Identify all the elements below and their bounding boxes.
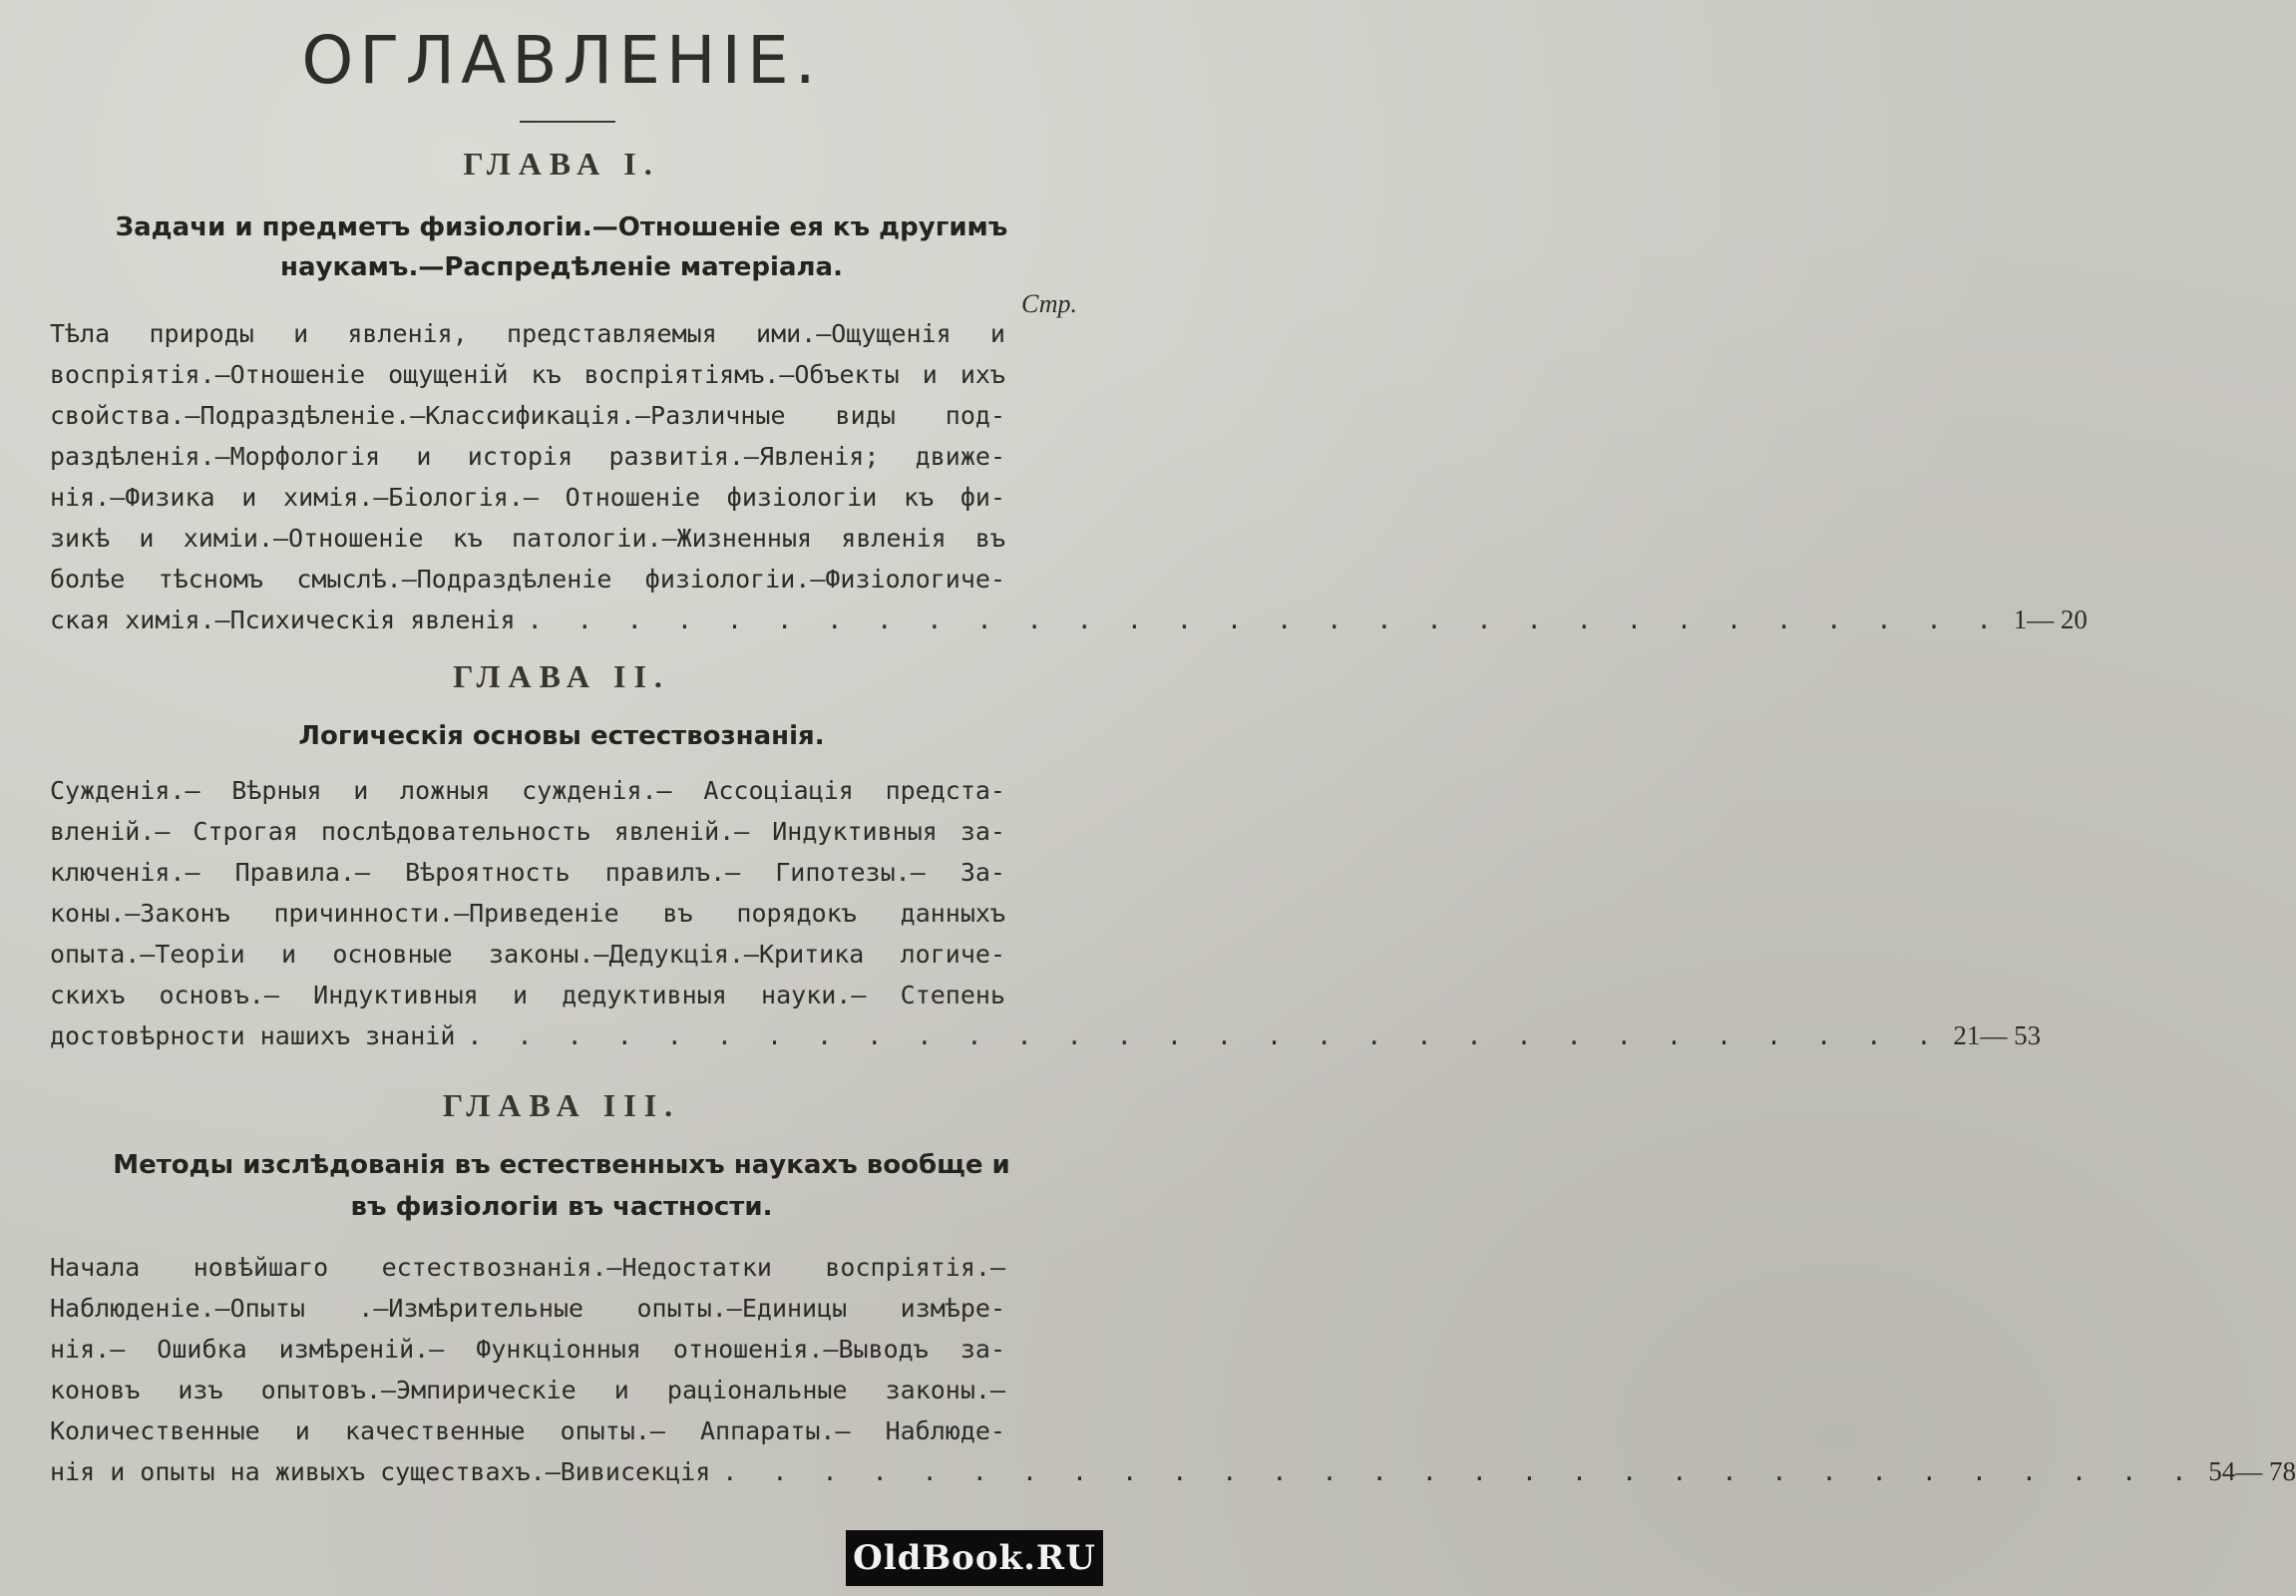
chapter-2-line: опыта.—Теоріи и основные законы.—Дедукція.—Критика логиче- [50, 940, 1005, 969]
page-column-label: Стр. [1021, 289, 1077, 318]
chapter-3-page-range: 54— 78 [2208, 1456, 2296, 1486]
chapter-3-title-line-1: Методы изслѣдованія въ естественныхъ наукахъ вообще и [113, 1150, 1010, 1180]
page-title: ОГЛАВЛЕНІЕ. [301, 22, 822, 99]
title-divider [520, 121, 615, 123]
chapter-3-last-line: нія и опыты на живыхъ существахъ.—Вивисекція . . . . . . . . . . . . . . . . . . . . . . . . . . . . . . 54— 78 [50, 1451, 1097, 1492]
site-watermark-logo: OldBook.RU [846, 1530, 1103, 1586]
chapter-1-heading: ГЛАВА I. [463, 146, 660, 182]
chapter-3-title-line-2: въ физіологіи въ частности. [350, 1192, 773, 1222]
chapter-2-line: ключенія.— Правила.— Вѣроятность правилъ.— Гипотезы.— За- [50, 858, 1005, 887]
leader-dots: . . . . . . . . . . . . . . . . . . . . . . . . . . . . . . [527, 605, 2002, 634]
chapter-2-title-line-1: Логическія основы естествознанія. [298, 721, 825, 751]
chapter-1-line: зикѣ и химіи.—Отношеніе къ патологіи.—Жизненныя явленія въ [50, 524, 1005, 553]
chapter-2-line: Сужденія.— Вѣрныя и ложныя сужденія.— Ассоціація предста- [50, 776, 1005, 805]
chapter-3-line: Количественные и качественные опыты.— Аппараты.— Наблюде- [50, 1416, 1005, 1445]
chapter-2-last-line: достовѣрности нашихъ знаній . . . . . . . . . . . . . . . . . . . . . . . . . . . . . . 21— 53 [50, 1015, 1097, 1056]
chapter-3-line: Наблюденіе.—Опыты .—Измѣрительные опыты.—Единицы измѣре- [50, 1294, 1005, 1323]
chapter-1-last-line: ская химія.—Психическія явленія . . . . . . . . . . . . . . . . . . . . . . . . . . . . . . 1— 20 [50, 599, 1097, 640]
chapter-2-line: скихъ основъ.— Индуктивныя и дедуктивныя науки.— Степень [50, 981, 1005, 1009]
chapter-2-line: вленій.— Строгая послѣдовательность явленій.— Индуктивныя за- [50, 817, 1005, 846]
leader-dots: . . . . . . . . . . . . . . . . . . . . . . . . . . . . . . [467, 1021, 1942, 1050]
chapter-1-line: нія.—Физика и химія.—Біологія.— Отношеніе физіологіи къ фи- [50, 483, 1005, 512]
chapter-1-line: воспріятія.—Отношеніе ощущеній къ воспріятіямъ.—Объекты и ихъ [50, 360, 1005, 389]
chapter-3-line: коновъ изъ опытовъ.—Эмпирическіе и раціональные законы.— [50, 1376, 1005, 1404]
chapter-1-line: Тѣла природы и явленія, представляемыя ими.—Ощущенія и [50, 319, 1005, 348]
chapter-3-line: Начала новѣйшаго естествознанія.—Недостатки воспріятія.— [50, 1253, 1005, 1282]
chapter-1-title-line-1: Задачи и предметъ физіологіи.—Отношеніе ея къ другимъ [115, 212, 1008, 242]
chapter-1-line: свойства.—Подраздѣленіе.—Классификація.—Различные виды под- [50, 401, 1005, 430]
chapter-1-page-range: 1— 20 [2013, 604, 2088, 634]
chapter-3-heading: ГЛАВА III. [442, 1087, 681, 1123]
chapter-2-page-range: 21— 53 [1953, 1020, 2042, 1050]
chapter-2-line: коны.—Законъ причинности.—Приведеніе въ порядокъ данныхъ [50, 899, 1005, 928]
chapter-1-line: раздѣленія.—Морфологія и исторія развитія.—Явленія; движе- [50, 442, 1005, 471]
chapter-1-line: болѣе тѣсномъ смыслѣ.—Подраздѣленіе физіологіи.—Физіологиче- [50, 565, 1005, 594]
chapter-1-title-line-2: наукамъ.—Распредѣленіе матеріала. [280, 252, 843, 282]
chapter-3-line: нія.— Ошибка измѣреній.— Функціонныя отношенія.—Выводъ за- [50, 1335, 1005, 1364]
leader-dots: . . . . . . . . . . . . . . . . . . . . . . . . . . . . . . [722, 1457, 2197, 1486]
chapter-2-heading: ГЛАВА II. [453, 658, 670, 694]
